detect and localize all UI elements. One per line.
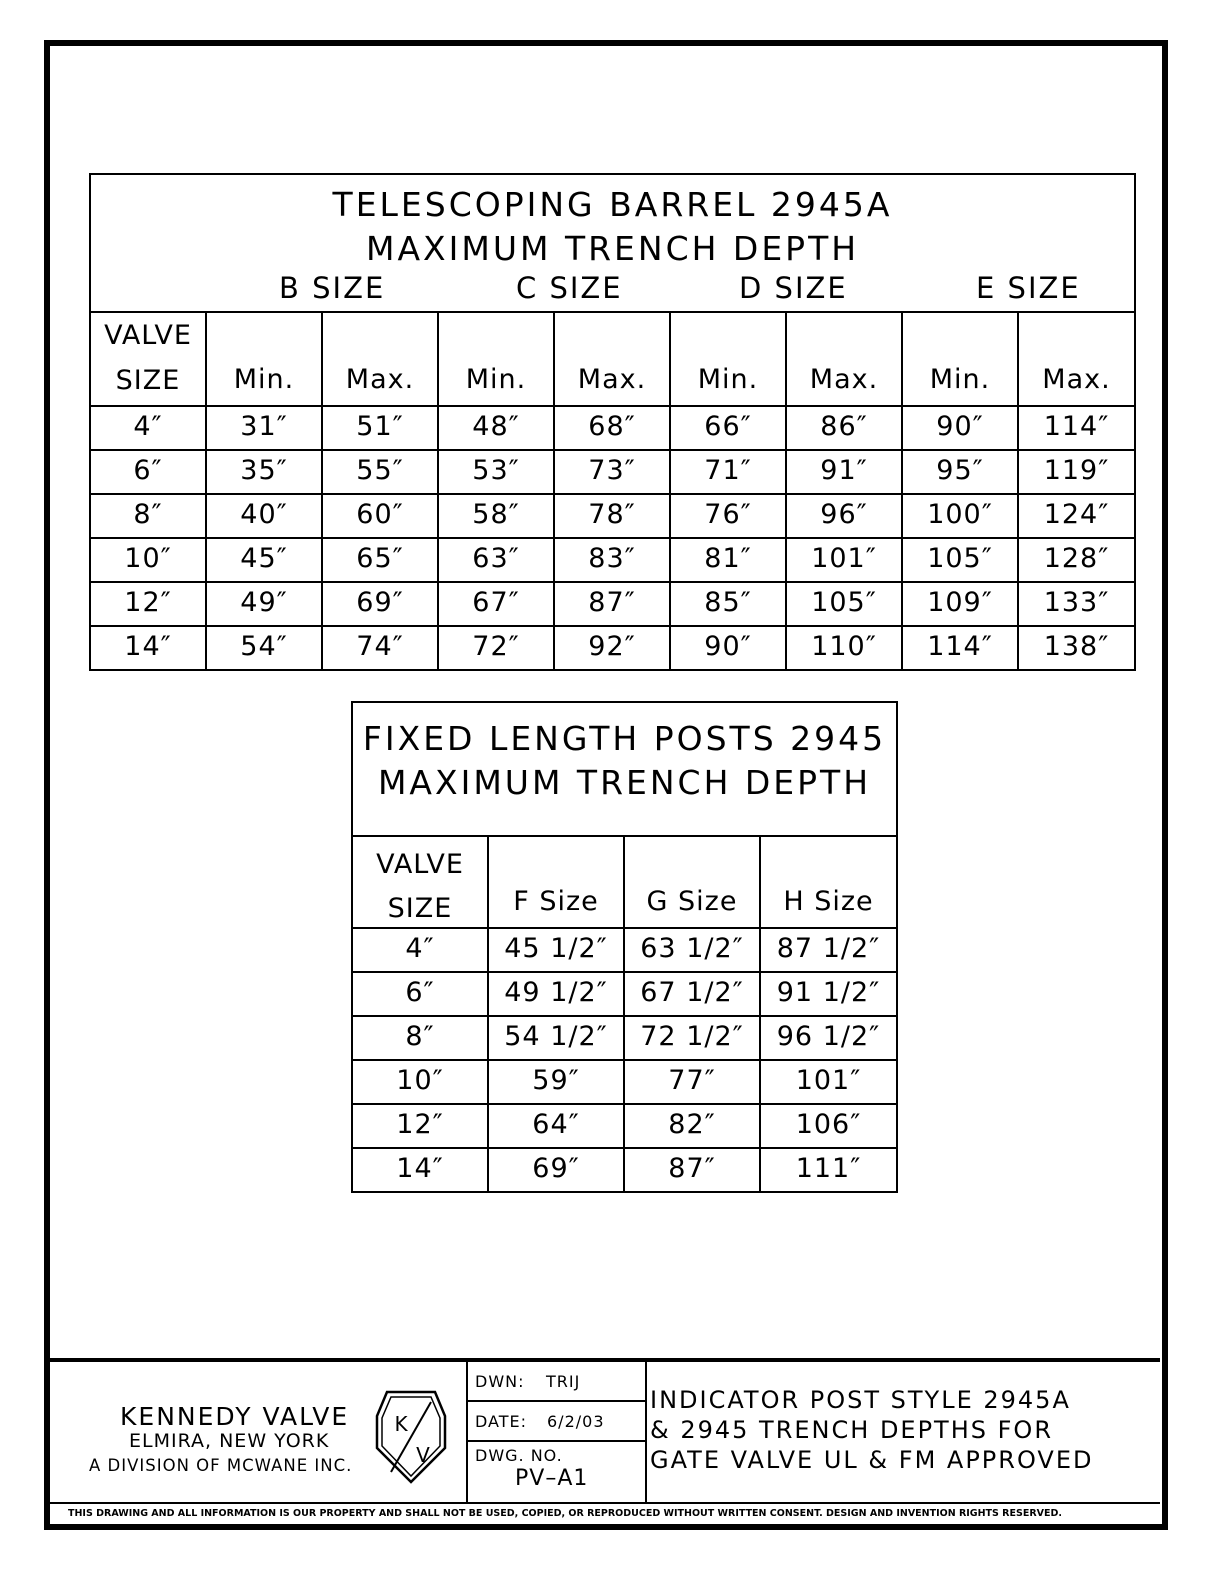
depth-cell: 85″ xyxy=(670,582,786,626)
depth-cell: 100″ xyxy=(902,494,1018,538)
valve-label-line2: SIZE xyxy=(387,893,453,924)
company-division: A DIVISION OF MCWANE INC. xyxy=(89,1456,353,1475)
drawn-value: TRIJ xyxy=(546,1372,581,1391)
valve-label-line2: SIZE xyxy=(115,365,181,396)
description-line-1: INDICATOR POST STYLE 2945A xyxy=(650,1386,1071,1414)
valve-size-cell: 12″ xyxy=(352,1104,488,1148)
dwg-no-label: DWG. NO. xyxy=(475,1446,563,1465)
max-header: Max. xyxy=(322,312,438,406)
depth-cell: 68″ xyxy=(554,406,670,450)
depth-cell: 114″ xyxy=(902,626,1018,670)
valve-size-cell: 4″ xyxy=(352,928,488,972)
depth-cell: 96″ xyxy=(786,494,902,538)
depth-cell: 54 1/2″ xyxy=(488,1016,624,1060)
depth-cell: 73″ xyxy=(554,450,670,494)
depth-cell: 63 1/2″ xyxy=(624,928,760,972)
depth-cell: 101″ xyxy=(760,1060,897,1104)
fixed-title-cell xyxy=(352,702,897,836)
depth-cell: 69″ xyxy=(488,1148,624,1192)
size-group-row xyxy=(91,271,1134,309)
depth-cell: 64″ xyxy=(488,1104,624,1148)
telescoping-row xyxy=(90,582,1135,626)
depth-cell: 31″ xyxy=(206,406,322,450)
depth-cell: 65″ xyxy=(322,538,438,582)
max-header: Max. xyxy=(786,312,902,406)
fixed-row xyxy=(352,1148,897,1192)
size-group-c: C SIZE xyxy=(516,271,623,305)
depth-cell: 82″ xyxy=(624,1104,760,1148)
depth-cell: 95″ xyxy=(902,450,1018,494)
depth-cell: 114″ xyxy=(1018,406,1135,450)
fixed-row xyxy=(352,1060,897,1104)
telescoping-row xyxy=(90,406,1135,450)
depth-cell: 91″ xyxy=(786,450,902,494)
valve-size-header xyxy=(352,836,488,928)
valve-size-cell: 6″ xyxy=(352,972,488,1016)
fixed-row xyxy=(352,1104,897,1148)
valve-size-cell: 12″ xyxy=(90,582,206,626)
depth-cell: 40″ xyxy=(206,494,322,538)
valve-size-cell: 8″ xyxy=(90,494,206,538)
depth-cell: 49 1/2″ xyxy=(488,972,624,1016)
telescoping-row xyxy=(90,494,1135,538)
telescoping-row xyxy=(90,538,1135,582)
copyright-notice: THIS DRAWING AND ALL INFORMATION IS OUR PROPERTY AND SHALL NOT BE USED, COPIED, OR REPRODUCED WITHOUT WRITTEN CONSENT. DESIGN AND INVENTION RIGHTS RESERVED. xyxy=(50,1502,1160,1524)
min-header: Min. xyxy=(438,312,554,406)
depth-cell: 35″ xyxy=(206,450,322,494)
depth-cell: 138″ xyxy=(1018,626,1135,670)
logo-letter-v: V xyxy=(416,1443,430,1467)
depth-cell: 90″ xyxy=(902,406,1018,450)
depth-cell: 96 1/2″ xyxy=(760,1016,897,1060)
depth-cell: 87″ xyxy=(554,582,670,626)
depth-cell: 66″ xyxy=(670,406,786,450)
min-header: Min. xyxy=(206,312,322,406)
title-block xyxy=(50,1358,1160,1502)
min-header: Min. xyxy=(670,312,786,406)
valve-label-line1: VALVE xyxy=(104,320,192,351)
depth-cell: 59″ xyxy=(488,1060,624,1104)
depth-cell: 87″ xyxy=(624,1148,760,1192)
valve-size-cell: 4″ xyxy=(90,406,206,450)
date-label: DATE: xyxy=(475,1412,528,1431)
depth-cell: 83″ xyxy=(554,538,670,582)
telescoping-row xyxy=(90,626,1135,670)
depth-cell: 71″ xyxy=(670,450,786,494)
valve-size-cell: 10″ xyxy=(90,538,206,582)
depth-cell: 111″ xyxy=(760,1148,897,1192)
description-line-3: GATE VALVE UL & FM APPROVED xyxy=(650,1446,1094,1474)
company-city: ELMIRA, NEW YORK xyxy=(129,1430,330,1452)
depth-cell: 49″ xyxy=(206,582,322,626)
depth-cell: 106″ xyxy=(760,1104,897,1148)
valve-size-cell: 14″ xyxy=(90,626,206,670)
valve-size-cell: 6″ xyxy=(90,450,206,494)
depth-cell: 69″ xyxy=(322,582,438,626)
title-block-divider xyxy=(645,1362,647,1502)
fixed-header-row xyxy=(352,836,897,928)
depth-cell: 78″ xyxy=(554,494,670,538)
telescoping-title: TELESCOPING BARREL 2945A xyxy=(332,185,893,224)
title-block-divider xyxy=(466,1362,468,1502)
depth-cell: 72″ xyxy=(438,626,554,670)
min-header: Min. xyxy=(902,312,1018,406)
g-size-header: G Size xyxy=(624,836,760,928)
depth-cell: 119″ xyxy=(1018,450,1135,494)
title-block-rule xyxy=(466,1400,645,1402)
telescoping-header-row xyxy=(90,312,1135,406)
date-value: 6/2/03 xyxy=(547,1412,605,1431)
depth-cell: 76″ xyxy=(670,494,786,538)
max-header: Max. xyxy=(554,312,670,406)
description-line-2: & 2945 TRENCH DEPTHS FOR xyxy=(650,1416,1053,1444)
depth-cell: 74″ xyxy=(322,626,438,670)
company-name: KENNEDY VALVE xyxy=(120,1402,350,1431)
valve-size-cell: 8″ xyxy=(352,1016,488,1060)
depth-cell: 128″ xyxy=(1018,538,1135,582)
valve-size-cell: 10″ xyxy=(352,1060,488,1104)
max-header: Max. xyxy=(1018,312,1135,406)
size-group-d: D SIZE xyxy=(739,271,848,305)
depth-cell: 72 1/2″ xyxy=(624,1016,760,1060)
depth-cell: 110″ xyxy=(786,626,902,670)
fixed-row xyxy=(352,972,897,1016)
depth-cell: 60″ xyxy=(322,494,438,538)
depth-cell: 53″ xyxy=(438,450,554,494)
depth-cell: 45 1/2″ xyxy=(488,928,624,972)
f-size-header: F Size xyxy=(488,836,624,928)
dwg-no-value: PV–A1 xyxy=(515,1466,589,1491)
logo-letter-k: K xyxy=(394,1412,408,1436)
depth-cell: 67 1/2″ xyxy=(624,972,760,1016)
depth-cell: 87 1/2″ xyxy=(760,928,897,972)
depth-cell: 67″ xyxy=(438,582,554,626)
depth-cell: 105″ xyxy=(786,582,902,626)
telescoping-barrel-table xyxy=(89,173,1136,671)
valve-size-header xyxy=(90,312,206,406)
drawn-label: DWN: xyxy=(475,1372,525,1391)
depth-cell: 92″ xyxy=(554,626,670,670)
h-size-header: H Size xyxy=(760,836,897,928)
depth-cell: 124″ xyxy=(1018,494,1135,538)
depth-cell: 105″ xyxy=(902,538,1018,582)
telescoping-subtitle: MAXIMUM TRENCH DEPTH xyxy=(365,229,860,268)
depth-cell: 77″ xyxy=(624,1060,760,1104)
title-block-rule xyxy=(466,1440,645,1442)
valve-label-line1: VALVE xyxy=(376,849,464,880)
depth-cell: 81″ xyxy=(670,538,786,582)
size-group-b: B SIZE xyxy=(279,271,386,305)
depth-cell: 90″ xyxy=(670,626,786,670)
depth-cell: 91 1/2″ xyxy=(760,972,897,1016)
fixed-title: FIXED LENGTH POSTS 2945 xyxy=(362,719,887,758)
depth-cell: 55″ xyxy=(322,450,438,494)
telescoping-row xyxy=(90,450,1135,494)
depth-cell: 63″ xyxy=(438,538,554,582)
depth-cell: 45″ xyxy=(206,538,322,582)
fixed-length-posts-table xyxy=(351,701,898,1193)
depth-cell: 86″ xyxy=(786,406,902,450)
depth-cell: 48″ xyxy=(438,406,554,450)
depth-cell: 133″ xyxy=(1018,582,1135,626)
telescoping-title-cell xyxy=(90,174,1135,312)
kennedy-valve-logo-icon xyxy=(373,1386,449,1486)
depth-cell: 101″ xyxy=(786,538,902,582)
depth-cell: 54″ xyxy=(206,626,322,670)
fixed-row xyxy=(352,1016,897,1060)
valve-size-cell: 14″ xyxy=(352,1148,488,1192)
size-group-e: E SIZE xyxy=(976,271,1081,305)
fixed-subtitle: MAXIMUM TRENCH DEPTH xyxy=(377,763,872,802)
depth-cell: 58″ xyxy=(438,494,554,538)
depth-cell: 109″ xyxy=(902,582,1018,626)
fixed-row xyxy=(352,928,897,972)
depth-cell: 51″ xyxy=(322,406,438,450)
